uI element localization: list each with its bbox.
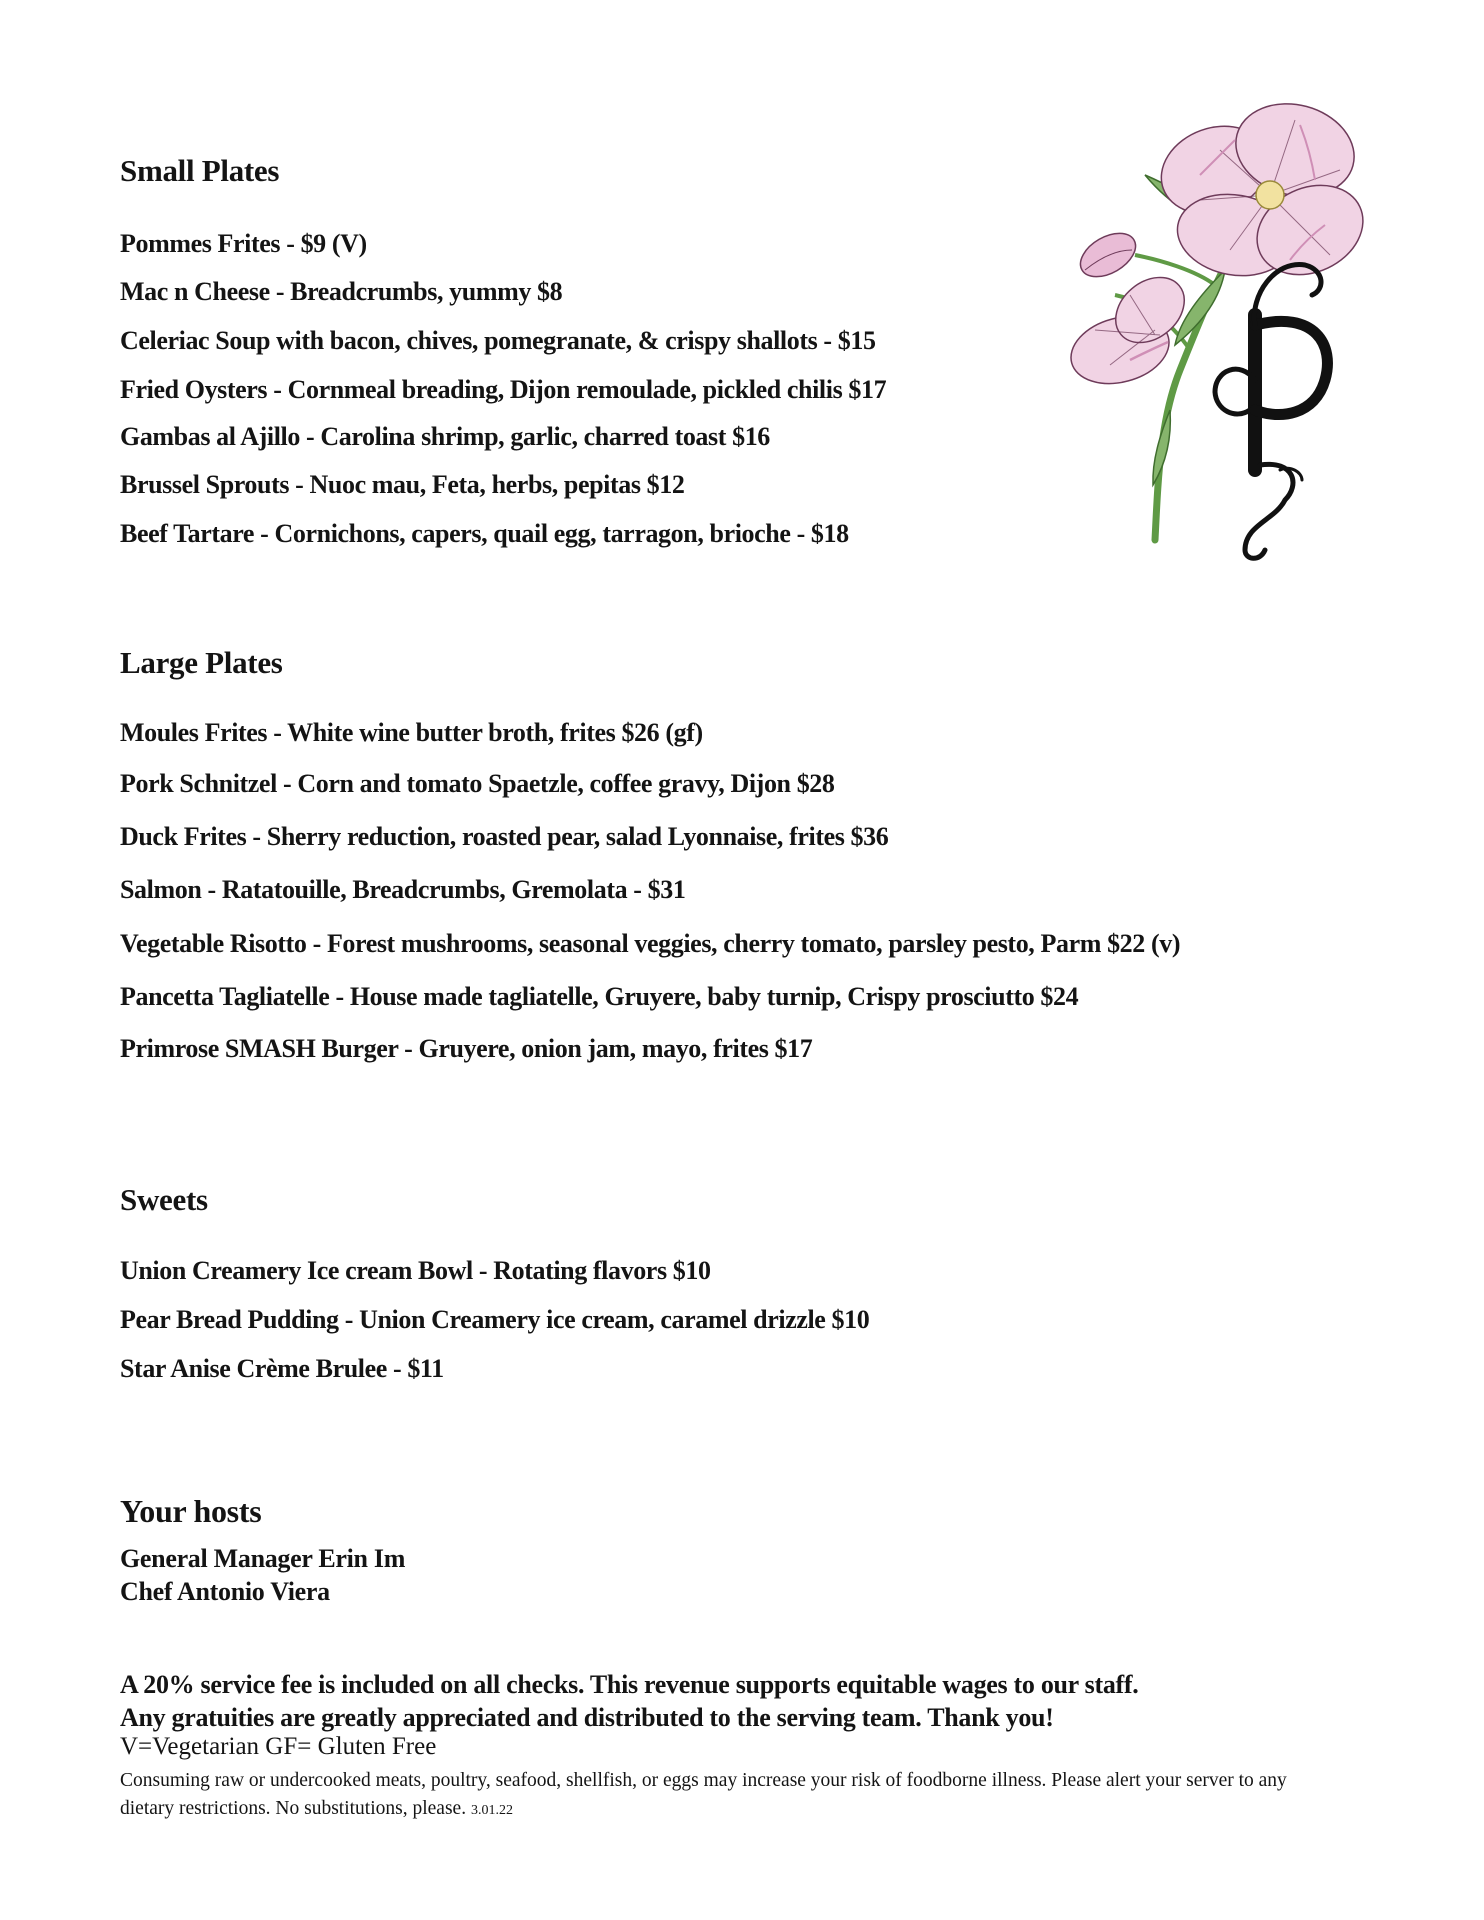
small-plate-item: Gambas al Ajillo - Carolina shrimp, garlic, charred toast $16 <box>120 422 770 451</box>
small-plates-title: Small Plates <box>120 153 280 188</box>
gratuity-line: Any gratuities are greatly appreciated and distributed to the serving team. Thank you! <box>120 1703 1054 1732</box>
sweets-item: Union Creamery Ice cream Bowl - Rotating flavors $10 <box>120 1256 711 1285</box>
large-plates-title: Large Plates <box>120 645 283 680</box>
sweets-item: Pear Bread Pudding - Union Creamery ice cream, caramel drizzle $10 <box>120 1305 870 1334</box>
small-plate-item: Pommes Frites - $9 (V) <box>120 229 367 258</box>
large-plate-item: Salmon - Ratatouille, Breadcrumbs, Gremolata - $31 <box>120 875 686 904</box>
large-plate-item: Pancetta Tagliatelle - House made tagliatelle, Gruyere, baby turnip, Crispy prosciutto $24 <box>120 982 1079 1011</box>
large-plate-item: Pork Schnitzel - Corn and tomato Spaetzle, coffee gravy, Dijon $28 <box>120 769 835 798</box>
dietary-legend: V=Vegetarian GF= Gluten Free <box>120 1733 437 1760</box>
flower-bud <box>1073 224 1143 285</box>
host-line: General Manager Erin Im <box>120 1544 406 1573</box>
main-flower <box>1149 91 1378 291</box>
menu-date-code: 3.01.22 <box>470 1803 513 1818</box>
monogram-p <box>1215 265 1327 559</box>
large-plate-item: Duck Frites - Sherry reduction, roasted pear, salad Lyonnaise, frites $36 <box>120 822 889 851</box>
sweets-title: Sweets <box>120 1182 208 1217</box>
hosts-title: Your hosts <box>120 1493 262 1529</box>
small-plate-item: Fried Oysters - Cornmeal breading, Dijon remoulade, pickled chilis $17 <box>120 375 887 404</box>
host-line: Chef Antonio Viera <box>120 1577 330 1606</box>
disclaimer-text: Consuming raw or undercooked meats, poultry, seafood, shellfish, or eggs may increase your risk of foodborne illness. Please alert your server to any dietary restrictions. No substitutions, please. <box>120 1770 1287 1819</box>
small-plate-item: Brussel Sprouts - Nuoc mau, Feta, herbs, pepitas $12 <box>120 470 685 499</box>
sweets-item: Star Anise Crème Brulee - $11 <box>120 1354 444 1383</box>
large-plate-item: Primrose SMASH Burger - Gruyere, onion jam, mayo, frites $17 <box>120 1034 813 1063</box>
service-fee-line: A 20% service fee is included on all checks. This revenue supports equitable wages to our staff. <box>120 1670 1139 1699</box>
small-plate-item: Mac n Cheese - Breadcrumbs, yummy $8 <box>120 277 563 306</box>
large-plate-item: Vegetable Risotto - Forest mushrooms, seasonal veggies, cherry tomato, parsley pesto, Parm $22 (v) <box>120 929 1181 958</box>
primrose-flower-logo-icon <box>1040 80 1380 570</box>
small-plate-item: Beef Tartare - Cornichons, capers, quail egg, tarragon, brioche - $18 <box>120 519 849 548</box>
large-plate-item: Moules Frites - White wine butter broth, frites $26 (gf) <box>120 718 703 747</box>
small-plate-item: Celeriac Soup with bacon, chives, pomegranate, & crispy shallots - $15 <box>120 326 876 355</box>
food-safety-disclaimer <box>120 1767 1320 1825</box>
